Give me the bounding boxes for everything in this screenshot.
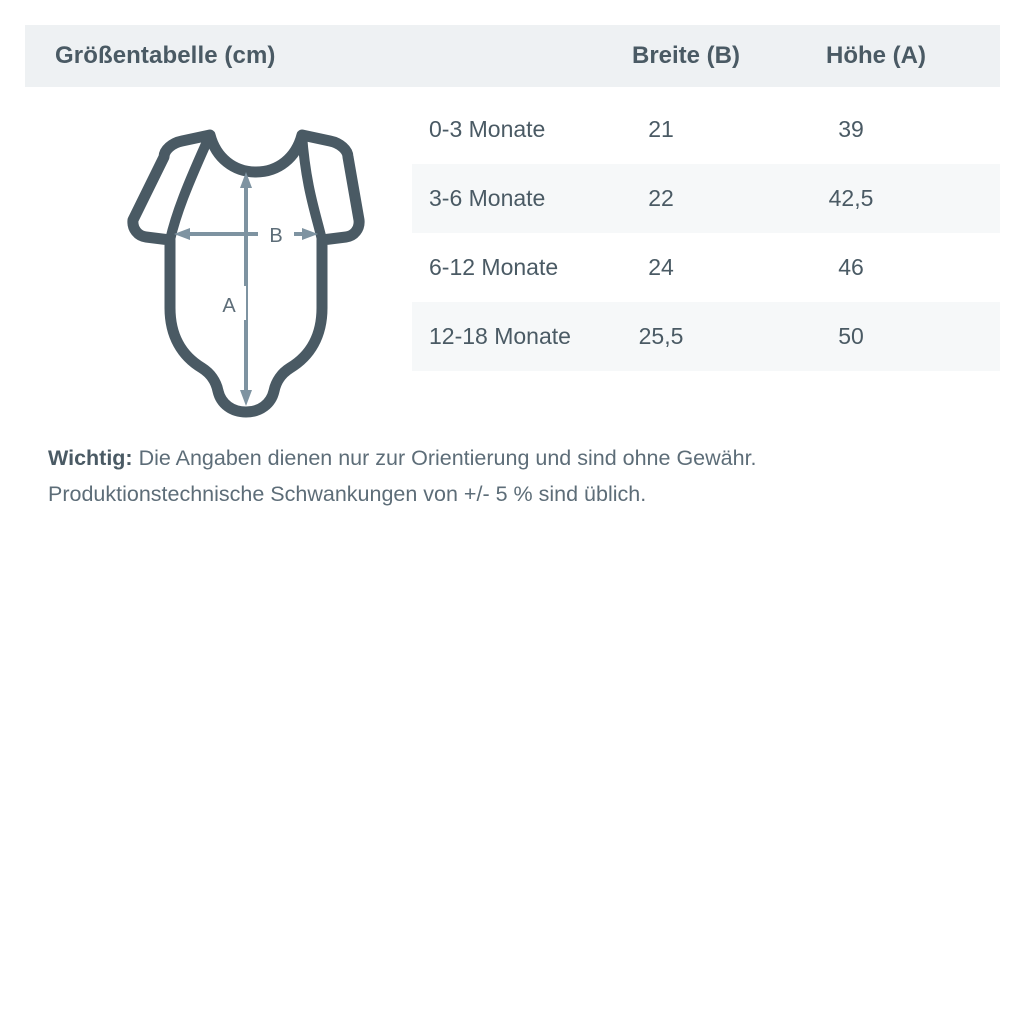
cell-width: 24: [648, 254, 674, 280]
table-row: [412, 95, 1000, 164]
disclaimer-prefix: Wichtig:: [48, 446, 133, 470]
disclaimer-line-2: Produktionstechnische Schwankungen von +/- 5 % sind üblich.: [48, 482, 647, 506]
label-height-a: A: [222, 295, 236, 317]
cell-width: 22: [648, 185, 674, 211]
label-width-b: B: [269, 225, 283, 247]
cell-width: 21: [648, 116, 674, 142]
table-row: [412, 302, 1000, 371]
disclaimer-line-1: Die Angaben dienen nur zur Orientierung und sind ohne Gewähr.: [132, 446, 757, 470]
cell-size: 0-3 Monate: [429, 116, 546, 142]
cell-size: 3-6 Monate: [429, 185, 546, 211]
size-table: [412, 95, 1000, 371]
page-title: Größentabelle (cm): [55, 42, 276, 69]
cell-width: 25,5: [638, 323, 684, 349]
table-row: [412, 233, 1000, 302]
table-row: [412, 164, 1000, 233]
cell-height: 46: [838, 254, 864, 280]
cell-height: 42,5: [828, 185, 874, 211]
column-header-width: Breite (B): [631, 42, 740, 69]
cell-height: 39: [838, 116, 864, 142]
cell-height: 50: [838, 323, 864, 349]
cell-size: 12-18 Monate: [429, 323, 571, 349]
table-header-row: [25, 25, 1000, 87]
cell-size: 6-12 Monate: [429, 254, 559, 280]
column-header-height: Höhe (A): [826, 42, 926, 69]
bodysuit-illustration: [60, 110, 390, 420]
disclaimer-note: [48, 440, 968, 512]
